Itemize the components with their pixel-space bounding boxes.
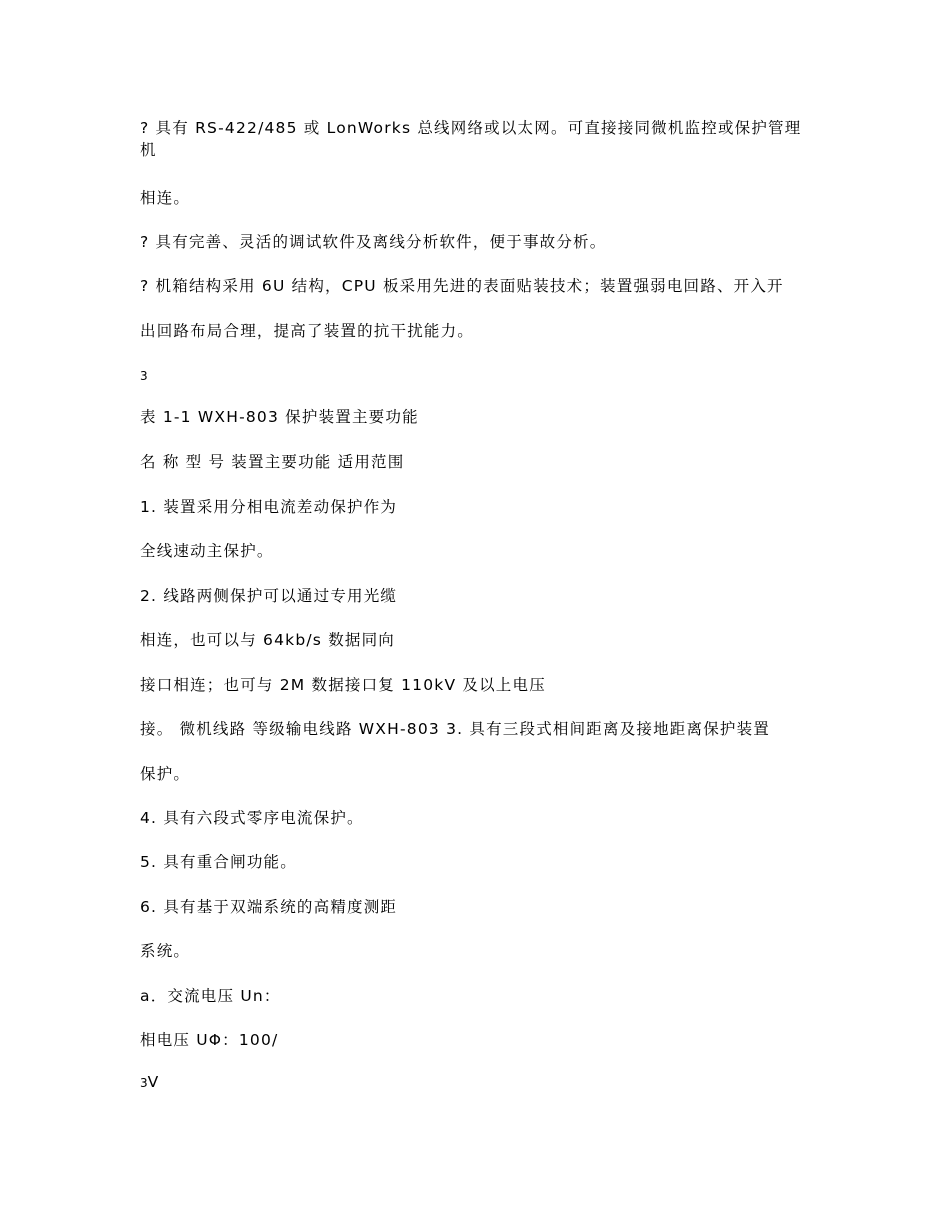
- text-line-3: ? 具有完善、灵活的调试软件及离线分析软件，便于事故分析。: [140, 233, 607, 251]
- formula-root-three: 3: [140, 1076, 148, 1090]
- text-line-5: 出回路布局合理，提高了装置的抗干扰能力。: [140, 322, 475, 340]
- text-line-9: 1. 装置采用分相电流差动保护作为: [140, 498, 398, 516]
- formula-fragment: [140, 1071, 820, 1094]
- text-line-18: 6. 具有基于双端系统的高精度测距: [140, 898, 398, 916]
- text-line-16: 4. 具有六段式零序电流保护。: [140, 809, 364, 827]
- text-line-15: 保护。: [140, 765, 191, 783]
- text-line-19: 系统。: [140, 942, 191, 960]
- text-line-17: 5. 具有重合闸功能。: [140, 853, 297, 871]
- text-line-10: 全线速动主保护。: [140, 542, 274, 560]
- text-line-14: 接。 微机线路 等级输电线路 WXH-803 3. 具有三段式相间距离及接地距离保护装置: [140, 720, 771, 738]
- page-number: 3: [140, 369, 148, 383]
- text-line-20: a．交流电压 Un：: [140, 987, 281, 1005]
- text-line-12: 相连，也可以与 64kb/s 数据同向: [140, 631, 395, 649]
- text-line-11: 2. 线路两侧保护可以通过专用光缆: [140, 587, 398, 605]
- formula-unit-volt: V: [147, 1073, 160, 1091]
- text-line-2: 相连。: [140, 189, 191, 207]
- table-caption: 表 1-1 WXH-803 保护装置主要功能: [140, 408, 419, 426]
- table-header-row: 名 称 型 号 装置主要功能 适用范围: [140, 453, 405, 471]
- text-line-21: 相电压 UΦ：100/: [140, 1031, 279, 1049]
- text-line-1: ? 具有 RS-422/485 或 LonWorks 总线网络或以太网。可直接接同微机监控或保护管理机: [140, 119, 802, 159]
- text-line-13: 接口相连；也可与 2M 数据接口复 110kV 及以上电压: [140, 676, 546, 694]
- text-line-4: ? 机箱结构采用 6U 结构，CPU 板采用先进的表面贴装技术；装置强弱电回路、开入开: [140, 277, 784, 295]
